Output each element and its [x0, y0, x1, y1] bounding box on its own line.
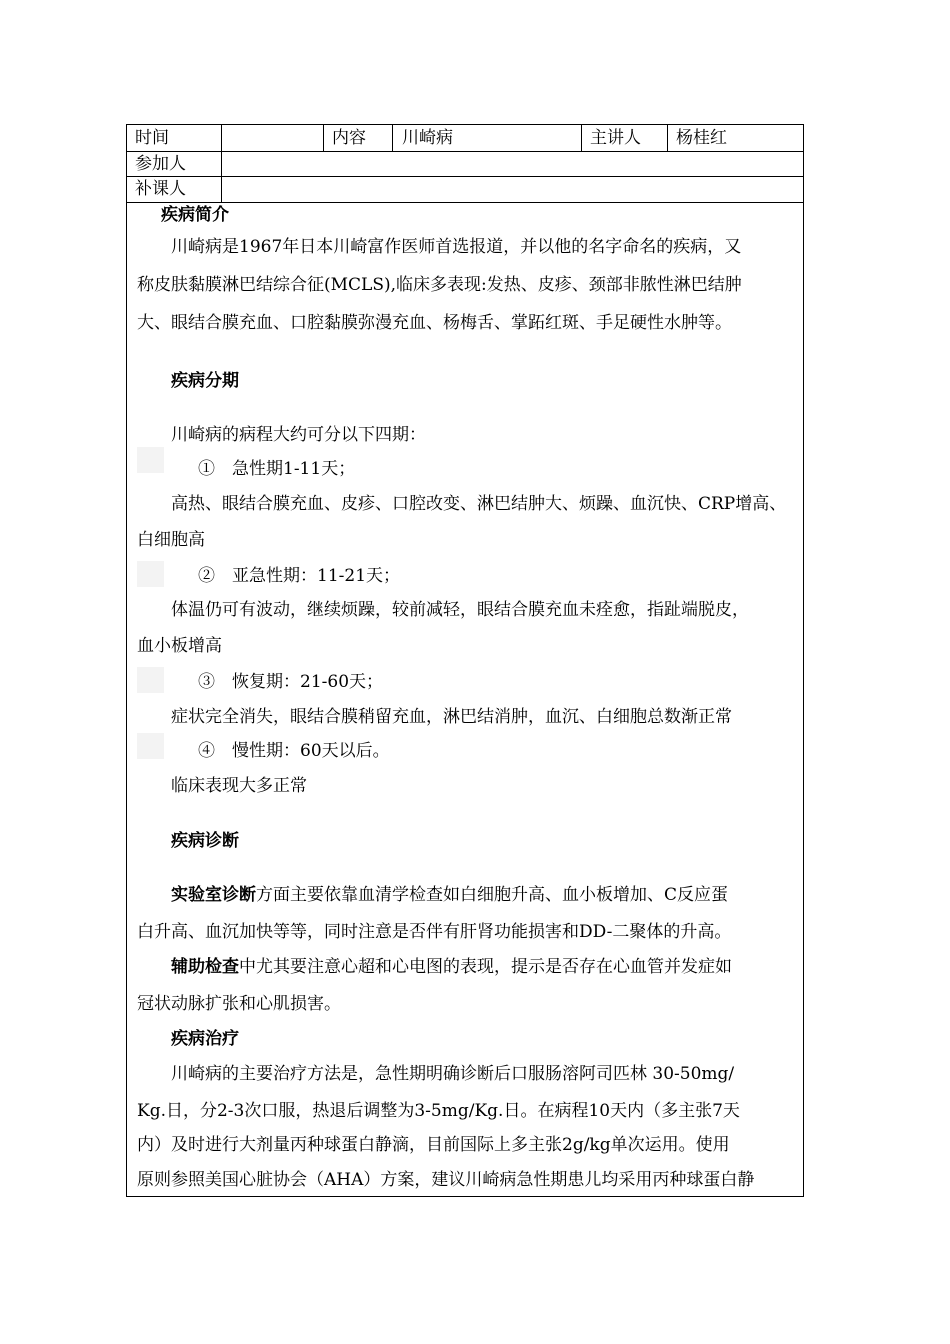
aux-exam-line-1 [171, 955, 732, 979]
stage-4-desc: 临床表现大多正常 [171, 776, 307, 796]
stage-2-desc-line-1: 体温仍可有波动，继续烦躁，较前减轻，眼结合膜充血未痊愈，指趾端脱皮， [171, 600, 749, 620]
stages-heading: 疾病分期 [171, 371, 239, 391]
speaker-label-divider [667, 125, 668, 151]
stage-1-marker-shade [137, 447, 164, 473]
diagnosis-heading: 疾病诊断 [171, 831, 239, 851]
stage-2-marker-shade [137, 561, 164, 587]
intro-line-2: 称皮肤黏膜淋巴结综合征(MCLS),临床多表现:发热、皮疹、颈部非脓性淋巴结肿 [137, 275, 742, 295]
stage-3-title: ③ 恢复期：21-60天； [198, 672, 384, 692]
content-value: 川崎病 [402, 128, 453, 148]
stage-1-desc-line-1: 高热、眼结合膜充血、皮疹、口腔改变、淋巴结肿大、烦躁、血沉快、CRP增高、 [171, 494, 787, 514]
aux-exam-term: 辅助检查 [171, 957, 239, 977]
makeup-label: 补课人 [135, 179, 186, 199]
intro-line-3: 大、眼结合膜充血、口腔黏膜弥漫充血、杨梅舌、掌跖红斑、手足硬性水肿等。 [137, 313, 732, 333]
stage-4-marker-shade [137, 733, 164, 759]
speaker-value: 杨桂红 [676, 128, 727, 148]
time-label: 时间 [135, 128, 169, 148]
lecture-record-sheet [126, 124, 804, 1197]
stage-2-desc-line-2: 血小板增高 [137, 636, 222, 656]
stage-2-title: ② 亚急性期：11-21天； [198, 566, 401, 586]
content-label: 内容 [332, 128, 366, 148]
content-value-divider [581, 125, 582, 151]
attendees-label: 参加人 [135, 154, 186, 174]
treatment-line-2: Kg.日，分2-3次口服，热退后调整为3-5mg/Kg.日。在病程10天内（多主张7天 [137, 1101, 740, 1121]
lab-diagnosis-line-1 [171, 883, 728, 907]
treatment-line-3: 内）及时进行大剂量丙种球蛋白静滴，目前国际上多主张2g/kg单次运用。使用 [137, 1135, 730, 1155]
header-row-divider-2 [127, 176, 803, 177]
label-column-divider [221, 125, 222, 202]
lab-diagnosis-term: 实验室诊断 [171, 885, 256, 905]
stage-3-marker-shade [137, 667, 164, 693]
time-value-divider [323, 125, 324, 151]
stage-4-title: ④ 慢性期：60天以后。 [198, 741, 390, 761]
stage-3-desc: 症状完全消失，眼结合膜稍留充血，淋巴结消肿，血沉、白细胞总数渐正常 [171, 707, 732, 727]
stage-1-title: ① 急性期1-11天； [198, 459, 356, 479]
stages-intro: 川崎病的病程大约可分以下四期： [171, 425, 426, 445]
aux-exam-text: 中尤其要注意心超和心电图的表现，提示是否存在心血管并发症如 [239, 957, 732, 977]
aux-exam-line-2: 冠状动脉扩张和心肌损害。 [137, 994, 341, 1014]
content-label-divider [392, 125, 393, 151]
treatment-line-1: 川崎病的主要治疗方法是，急性期明确诊断后口服肠溶阿司匹林 30-50mg/ [171, 1064, 735, 1084]
lab-diagnosis-text: 方面主要依靠血清学检查如白细胞升高、血小板增加、C反应蛋 [256, 885, 729, 905]
header-row-divider-1 [127, 151, 803, 152]
stage-1-desc-line-2: 白细胞高 [137, 530, 205, 550]
treatment-line-4: 原则参照美国心脏协会（AHA）方案，建议川崎病急性期患儿均采用丙种球蛋白静 [137, 1170, 755, 1190]
speaker-label: 主讲人 [590, 128, 641, 148]
intro-line-1: 川崎病是1967年日本川崎富作医师首选报道，并以他的名字命名的疾病，又 [171, 237, 742, 257]
treatment-heading: 疾病治疗 [171, 1029, 239, 1049]
intro-heading: 疾病简介 [161, 205, 229, 225]
lab-diagnosis-line-2: 白升高、血沉加快等等，同时注意是否伴有肝肾功能损害和DD-二聚体的升高。 [137, 922, 732, 942]
